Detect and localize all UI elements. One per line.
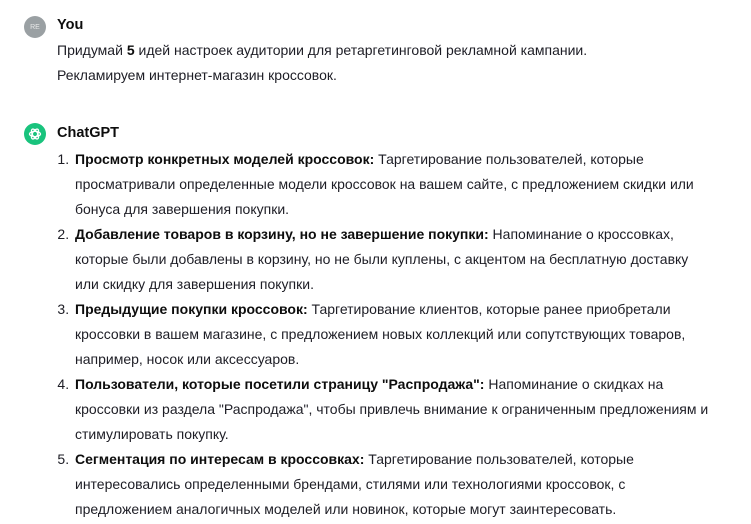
item-text: Таргетирование клиентов, которые ранее приобретали кроссовки в вашем магазине, с предложением новых коллекций или сопутствующих товаров, например, носок или аксессуаров. — [75, 301, 686, 367]
list-item — [73, 147, 713, 222]
item-title: Пользователи, которые посетили страницу "Распродажа": — [75, 376, 485, 392]
chatgpt-logo-icon — [24, 123, 46, 145]
list-item — [73, 447, 713, 522]
msg-bold: 5 — [126, 42, 135, 58]
avatar-initials: RE — [30, 23, 40, 31]
item-text: Таргетирование пользователей, которые интересовались определенными брендами, стилями или технологиями кроссовок, с предложением аналогичных моделей или новинок, которые могут заинтересовать. — [75, 451, 634, 517]
ideas-list — [57, 147, 713, 522]
item-title: Предыдущие покупки кроссовок: — [75, 301, 308, 317]
item-title: Сегментация по интересам в кроссовках: — [75, 451, 365, 467]
user-name: You — [57, 17, 84, 33]
item-title: Добавление товаров в корзину, но не завершение покупки: — [75, 226, 489, 242]
item-text: Таргетирование пользователей, которые просматривали определенные модели кроссовок на вашем сайте, с предложением скидки или бонуса для завершения покупки. — [75, 151, 694, 217]
list-item — [73, 372, 713, 447]
list-item — [73, 297, 713, 372]
assistant-name: ChatGPT — [57, 125, 120, 141]
msg-text: идей настроек аудитории для ретаргетинговой рекламной кампании. — [134, 42, 588, 58]
user-message — [24, 16, 734, 96]
assistant-message — [24, 123, 734, 523]
msg-line: Рекламируем интернет-магазин кроссовок. — [57, 67, 337, 83]
item-text: Напоминание о кроссовках, которые были добавлены в корзину, но не были куплены, с акцентом на бесплатную доставку или скидку для завершения покупки. — [75, 226, 689, 292]
user-avatar — [24, 16, 46, 38]
item-text: Напоминание о скидках на кроссовки из раздела "Распродажа", чтобы привлечь внимание к ограниченным предложениям и стимулировать покупку. — [75, 376, 709, 442]
item-title: Просмотр конкретных моделей кроссовок: — [75, 151, 375, 167]
user-message-text — [57, 38, 727, 88]
assistant-message-text — [57, 147, 727, 522]
msg-text: Придумай — [57, 42, 127, 58]
list-item — [73, 222, 713, 297]
